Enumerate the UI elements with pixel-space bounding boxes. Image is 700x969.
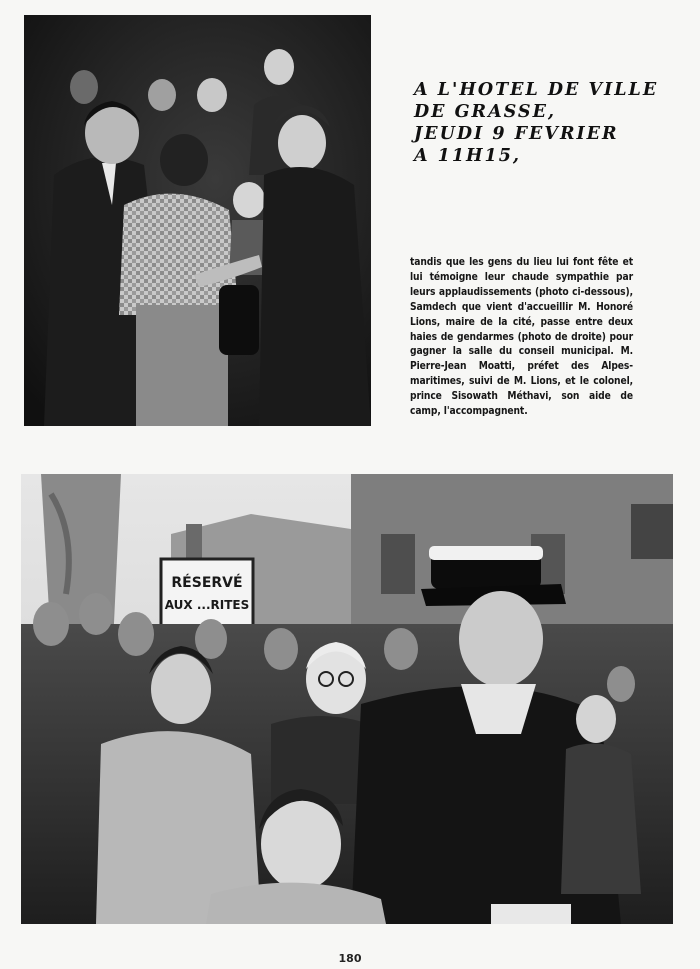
headline-line: JEUDI 9 FEVRIER — [414, 124, 619, 144]
caption-text: tandis que les gens du lieu lui font fête et lui témoigne leur chaude sympathie par leurs applaudissements (photo ci-dessous), Samdech que vient d'accueillir M. Honoré Lions, maire de la cité, passe entre deux haies de gendarmes (photo de droite) pour gagner la salle du conseil municipal. M. Pierre-Jean Moatti, préfet des Alpes-maritimes, suivi de M. Lions, et le colonel, prince Sisowath Méthavi, son aide de camp, l'accompagnent. — [410, 257, 633, 418]
bottom-photo — [21, 474, 673, 924]
headline-line: DE GRASSE, — [414, 102, 556, 122]
headline-line: A 11H15, — [414, 146, 522, 166]
headline — [414, 79, 674, 167]
sign-text-1: RÉSERVÉ — [171, 575, 243, 591]
bottom-photo-image — [21, 474, 673, 924]
top-photo-image — [24, 15, 371, 426]
headline-line: A L'HOTEL DE VILLE — [414, 80, 659, 100]
page-number: 180 — [338, 952, 362, 965]
sign-text-2: AUX ...RITES — [164, 598, 250, 612]
top-photo — [24, 15, 371, 426]
